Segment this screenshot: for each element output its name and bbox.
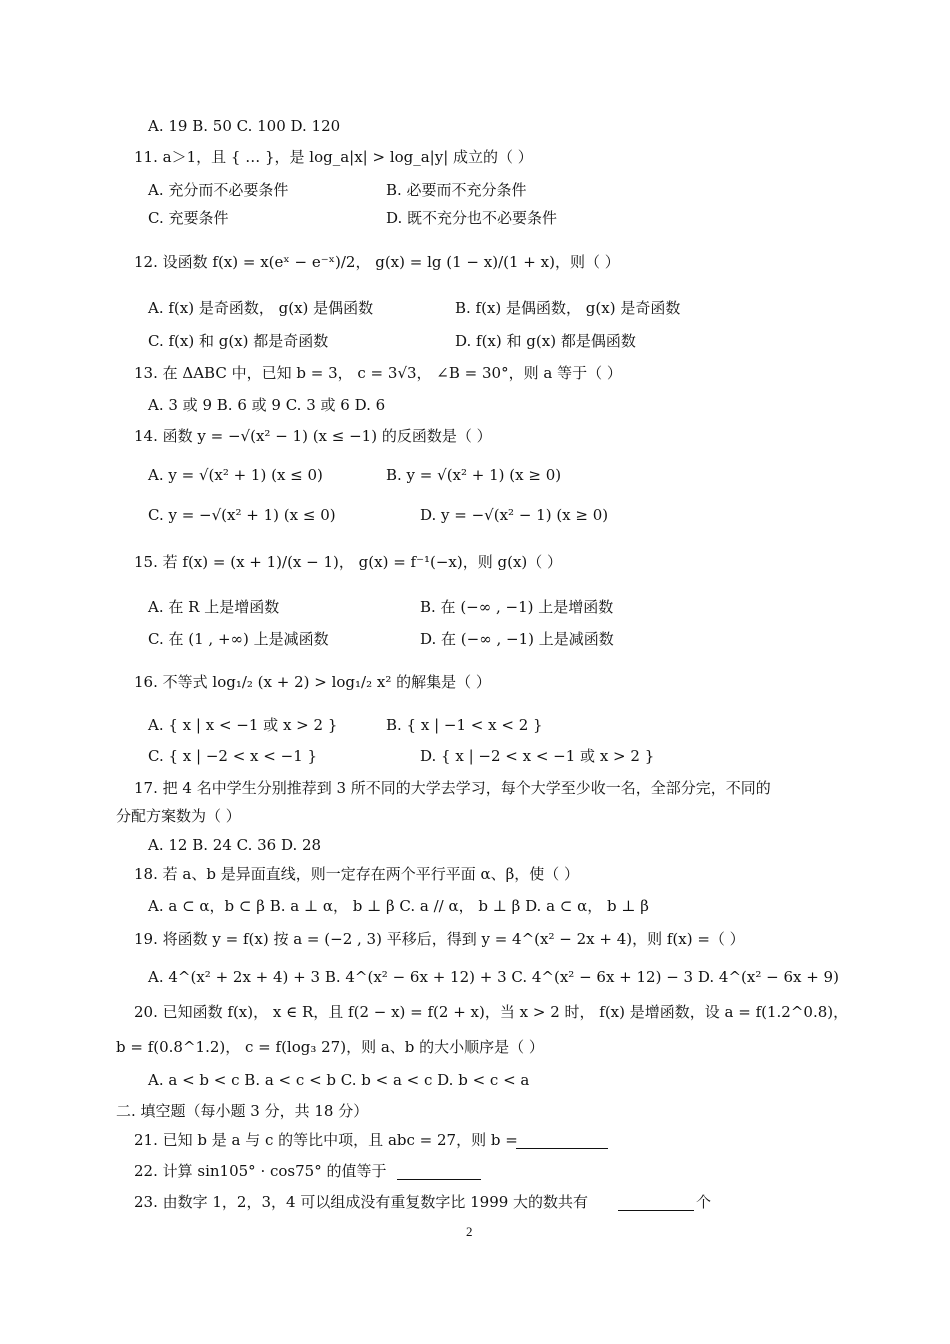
text-line: A. a ⊂ α，b ⊂ β B. a ⊥ α， b ⊥ β C. a // α， b ⊥ β D. a ⊂ α， b ⊥ β — [148, 897, 649, 915]
text-line: A. y = √(x² + 1) (x ≤ 0) — [148, 466, 323, 484]
text-line: B. { x | −1 < x < 2 } — [386, 716, 543, 734]
text-line: C. y = −√(x² + 1) (x ≤ 0) — [148, 506, 336, 524]
text-line: 15. 若 f(x) = (x + 1)/(x − 1)， g(x) = f⁻¹(−x)，则 g(x)（ ） — [134, 553, 563, 571]
text-line: 16. 不等式 log₁/₂ (x + 2) > log₁/₂ x² 的解集是（ ） — [134, 673, 491, 691]
answer-blank-23[interactable] — [618, 1194, 694, 1211]
blank-23-unit: 个 — [696, 1193, 712, 1211]
text-line: C. f(x) 和 g(x) 都是奇函数 — [148, 332, 329, 350]
answer-blank-22[interactable] — [397, 1163, 481, 1180]
text-line: 11. a＞1，且 { … }，是 log_a|x| > log_a|y| 成立的（ ） — [134, 148, 533, 166]
text-line: D. f(x) 和 g(x) 都是偶函数 — [455, 332, 636, 350]
text-line: C. { x | −2 < x < −1 } — [148, 747, 318, 765]
answer-blank-21[interactable] — [516, 1132, 608, 1149]
text-line: 12. 设函数 f(x) = x(eˣ − e⁻ˣ)/2， g(x) = lg (1 − x)/(1 + x)，则（ ） — [134, 253, 620, 271]
text-line: 17. 把 4 名中学生分别推荐到 3 所不同的大学去学习，每个大学至少收一名，全部分完，不同的 — [134, 779, 771, 797]
text-line: b = f(0.8^1.2)， c = f(log₃ 27)，则 a、b 的大小顺序是（ ） — [116, 1038, 544, 1056]
text-line: D. y = −√(x² − 1) (x ≥ 0) — [420, 506, 609, 524]
text-line: D. 在 (−∞ , −1) 上是减函数 — [420, 630, 614, 648]
text-line: 20. 已知函数 f(x)， x ∈ R，且 f(2 − x) = f(2 + x)，当 x > 2 时， f(x) 是增函数，设 a = f(1.2^0.8)， — [134, 1003, 849, 1021]
text-line: B. 在 (−∞ , −1) 上是增函数 — [420, 598, 614, 616]
text-line: 13. 在 ΔABC 中，已知 b = 3， c = 3√3， ∠B = 30°，则 a 等于（ ） — [134, 364, 622, 382]
page-number: 2 — [466, 1224, 473, 1239]
text-line: 18. 若 a、b 是异面直线，则一定存在两个平行平面 α、β，使（ ） — [134, 865, 580, 883]
text-line: A. 19 B. 50 C. 100 D. 120 — [148, 117, 341, 135]
text-line: C. 在 (1 , +∞) 上是减函数 — [148, 630, 329, 648]
text-line: B. f(x) 是偶函数， g(x) 是奇函数 — [455, 299, 681, 317]
text-line: A. 12 B. 24 C. 36 D. 28 — [148, 836, 322, 854]
text-line: C. 充要条件 — [148, 209, 229, 227]
text-line: 22. 计算 sin105° · cos75° 的值等于 — [134, 1162, 387, 1180]
text-line: A. { x | x < −1 或 x > 2 } — [148, 716, 338, 734]
text-line: A. 充分而不必要条件 — [148, 181, 289, 199]
text-line: D. { x | −2 < x < −1 或 x > 2 } — [420, 747, 655, 765]
text-line: B. 必要而不充分条件 — [386, 181, 527, 199]
text-line: 分配方案数为（ ） — [116, 807, 241, 825]
text-line: A. 4^(x² + 2x + 4) + 3 B. 4^(x² − 6x + 12) + 3 C. 4^(x² − 6x + 12) − 3 D. 4^(x² − 6x + 9) — [148, 968, 839, 986]
text-line: 二. 填空题（每小题 3 分，共 18 分） — [116, 1102, 369, 1120]
text-line: 23. 由数字 1，2，3，4 可以组成没有重复数字比 1999 大的数共有 — [134, 1193, 589, 1211]
text-line: A. 在 R 上是增函数 — [148, 598, 280, 616]
text-line: 19. 将函数 y = f(x) 按 a = (−2 , 3) 平移后，得到 y = 4^(x² − 2x + 4)，则 f(x) =（ ） — [134, 930, 745, 948]
text-line: 21. 已知 b 是 a 与 c 的等比中项，且 abc = 27，则 b = — [134, 1131, 518, 1149]
text-line: 14. 函数 y = −√(x² − 1) (x ≤ −1) 的反函数是（ ） — [134, 427, 492, 445]
text-line: A. 3 或 9 B. 6 或 9 C. 3 或 6 D. 6 — [148, 396, 386, 414]
text-line: D. 既不充分也不必要条件 — [386, 209, 558, 227]
text-line: A. a < b < c B. a < c < b C. b < a < c D. b < c < a — [148, 1071, 530, 1089]
text-line: B. y = √(x² + 1) (x ≥ 0) — [386, 466, 562, 484]
text-line: A. f(x) 是奇函数， g(x) 是偶函数 — [148, 299, 374, 317]
